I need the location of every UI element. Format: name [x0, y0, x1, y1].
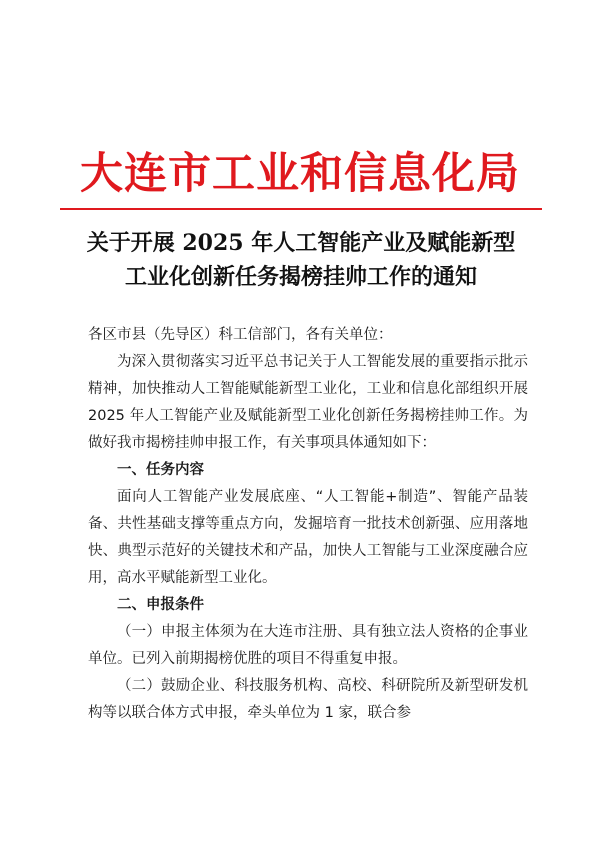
section-2-item-1: （一）申报主体须为在大连市注册、具有独立法人资格的企事业单位。已列入前期揭榜优胜的项目不得重复申报。	[88, 624, 528, 667]
intro-paragraph: 为深入贯彻落实习近平总书记关于人工智能发展的重要指示批示精神，加快推动人工智能赋能新型工业化，工业和信息化部组织开展 2025 年人工智能产业及赋能新型工业化创新任务揭榜挂帅工作。为做好我市揭榜挂帅申报工作，有关事项具体通知如下：	[88, 354, 528, 451]
section-1-heading: 一、任务内容	[117, 462, 204, 478]
salutation: 各区市县（先导区）科工信部门，各有关单位：	[88, 327, 393, 343]
document-title-line-1: 关于开展 2025 年人工智能产业及赋能新型	[86, 230, 516, 256]
section-2-item-2: （二）鼓励企业、科技服务机构、高校、科研院所及新型研发机构等以联合体方式申报，牵头单位为 1 家，联合参	[88, 678, 528, 721]
document-title	[60, 226, 542, 294]
document-body	[88, 322, 528, 727]
letterhead-issuer: 大连市工业和信息化局	[80, 149, 520, 199]
document-title-line-2: 工业化创新任务揭榜挂帅工作的通知	[124, 264, 477, 290]
letterhead-red-rule	[60, 208, 542, 210]
section-2-heading: 二、申报条件	[117, 597, 204, 613]
section-1-paragraph: 面向人工智能产业发展底座、“人工智能+制造”、智能产品装备、共性基础支撑等重点方向，发掘培育一批技术创新强、应用落地快、典型示范好的关键技术和产品，加快人工智能与工业深度融合应用，高水平赋能新型工业化。	[88, 489, 528, 586]
